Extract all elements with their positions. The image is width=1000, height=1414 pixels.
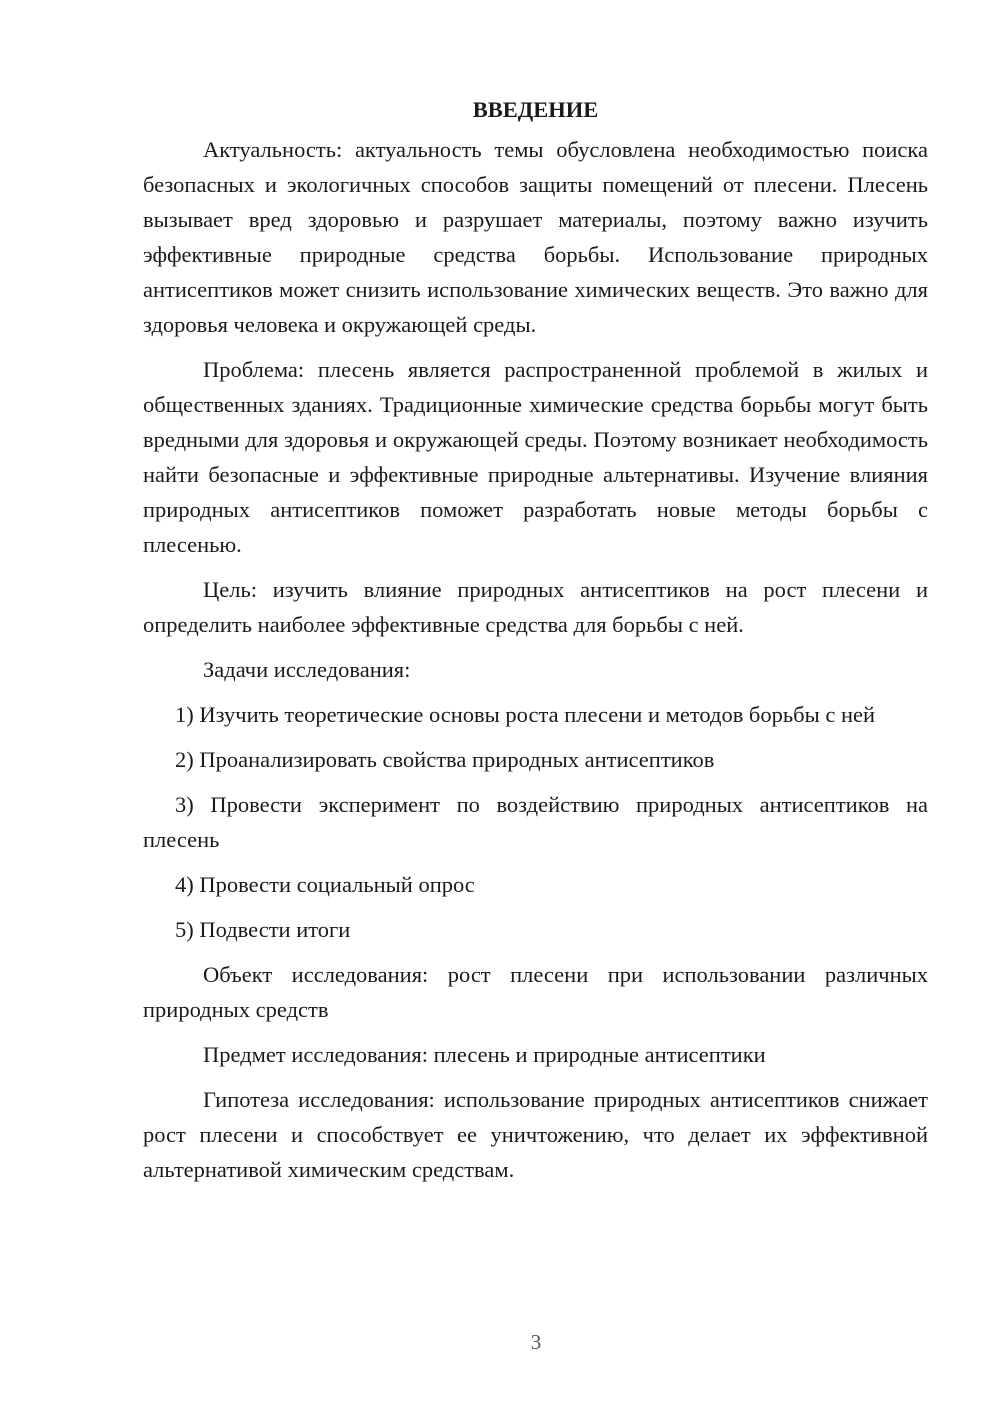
task-item-3: 3) Провести эксперимент по воздействию природных антисептиков на плесень <box>143 792 928 852</box>
task-item-4: 4) Провести социальный опрос <box>175 872 475 897</box>
document-page <box>143 92 928 1197</box>
paragraph-relevance: Актуальность: актуальность темы обусловлена необходимостью поиска безопасных и экологичных способов защиты помещений от плесени. Плесень вызывает вред здоровью и разрушает материалы, поэтому важно изучить эффективные природные средства борьбы. Использование природных антисептиков может снизить использование химических веществ. Это важно для здоровья человека и окружающей среды. <box>143 137 928 337</box>
task-item-5: 5) Подвести итоги <box>175 917 351 942</box>
paragraph-object: Объект исследования: рост плесени при использовании различных природных средств <box>143 962 928 1022</box>
tasks-heading: Задачи исследования: <box>203 657 411 682</box>
task-item-2: 2) Проанализировать свойства природных антисептиков <box>175 747 715 772</box>
section-title: ВВЕДЕНИЕ <box>472 97 599 122</box>
paragraph-goal: Цель: изучить влияние природных антисептиков на рост плесени и определить наиболее эффективные средства для борьбы с ней. <box>143 577 928 637</box>
paragraph-hypothesis: Гипотеза исследования: использование природных антисептиков снижает рост плесени и способствует ее уничтожению, что делает их эффективной альтернативой химическим средствам. <box>143 1087 928 1182</box>
paragraph-subject: Предмет исследования: плесень и природные антисептики <box>203 1042 766 1067</box>
task-item-1: 1) Изучить теоретические основы роста плесени и методов борьбы с ней <box>175 702 876 727</box>
page-number: 3 <box>530 1330 542 1354</box>
paragraph-problem: Проблема: плесень является распространенной проблемой в жилых и общественных зданиях. Традиционные химические средства борьбы могут быть вредными для здоровья и окружающей среды. Поэтому возникает необходимость найти безопасные и эффективные природные альтернативы. Изучение влияния природных антисептиков поможет разработать новые методы борьбы с плесенью. <box>143 357 928 557</box>
